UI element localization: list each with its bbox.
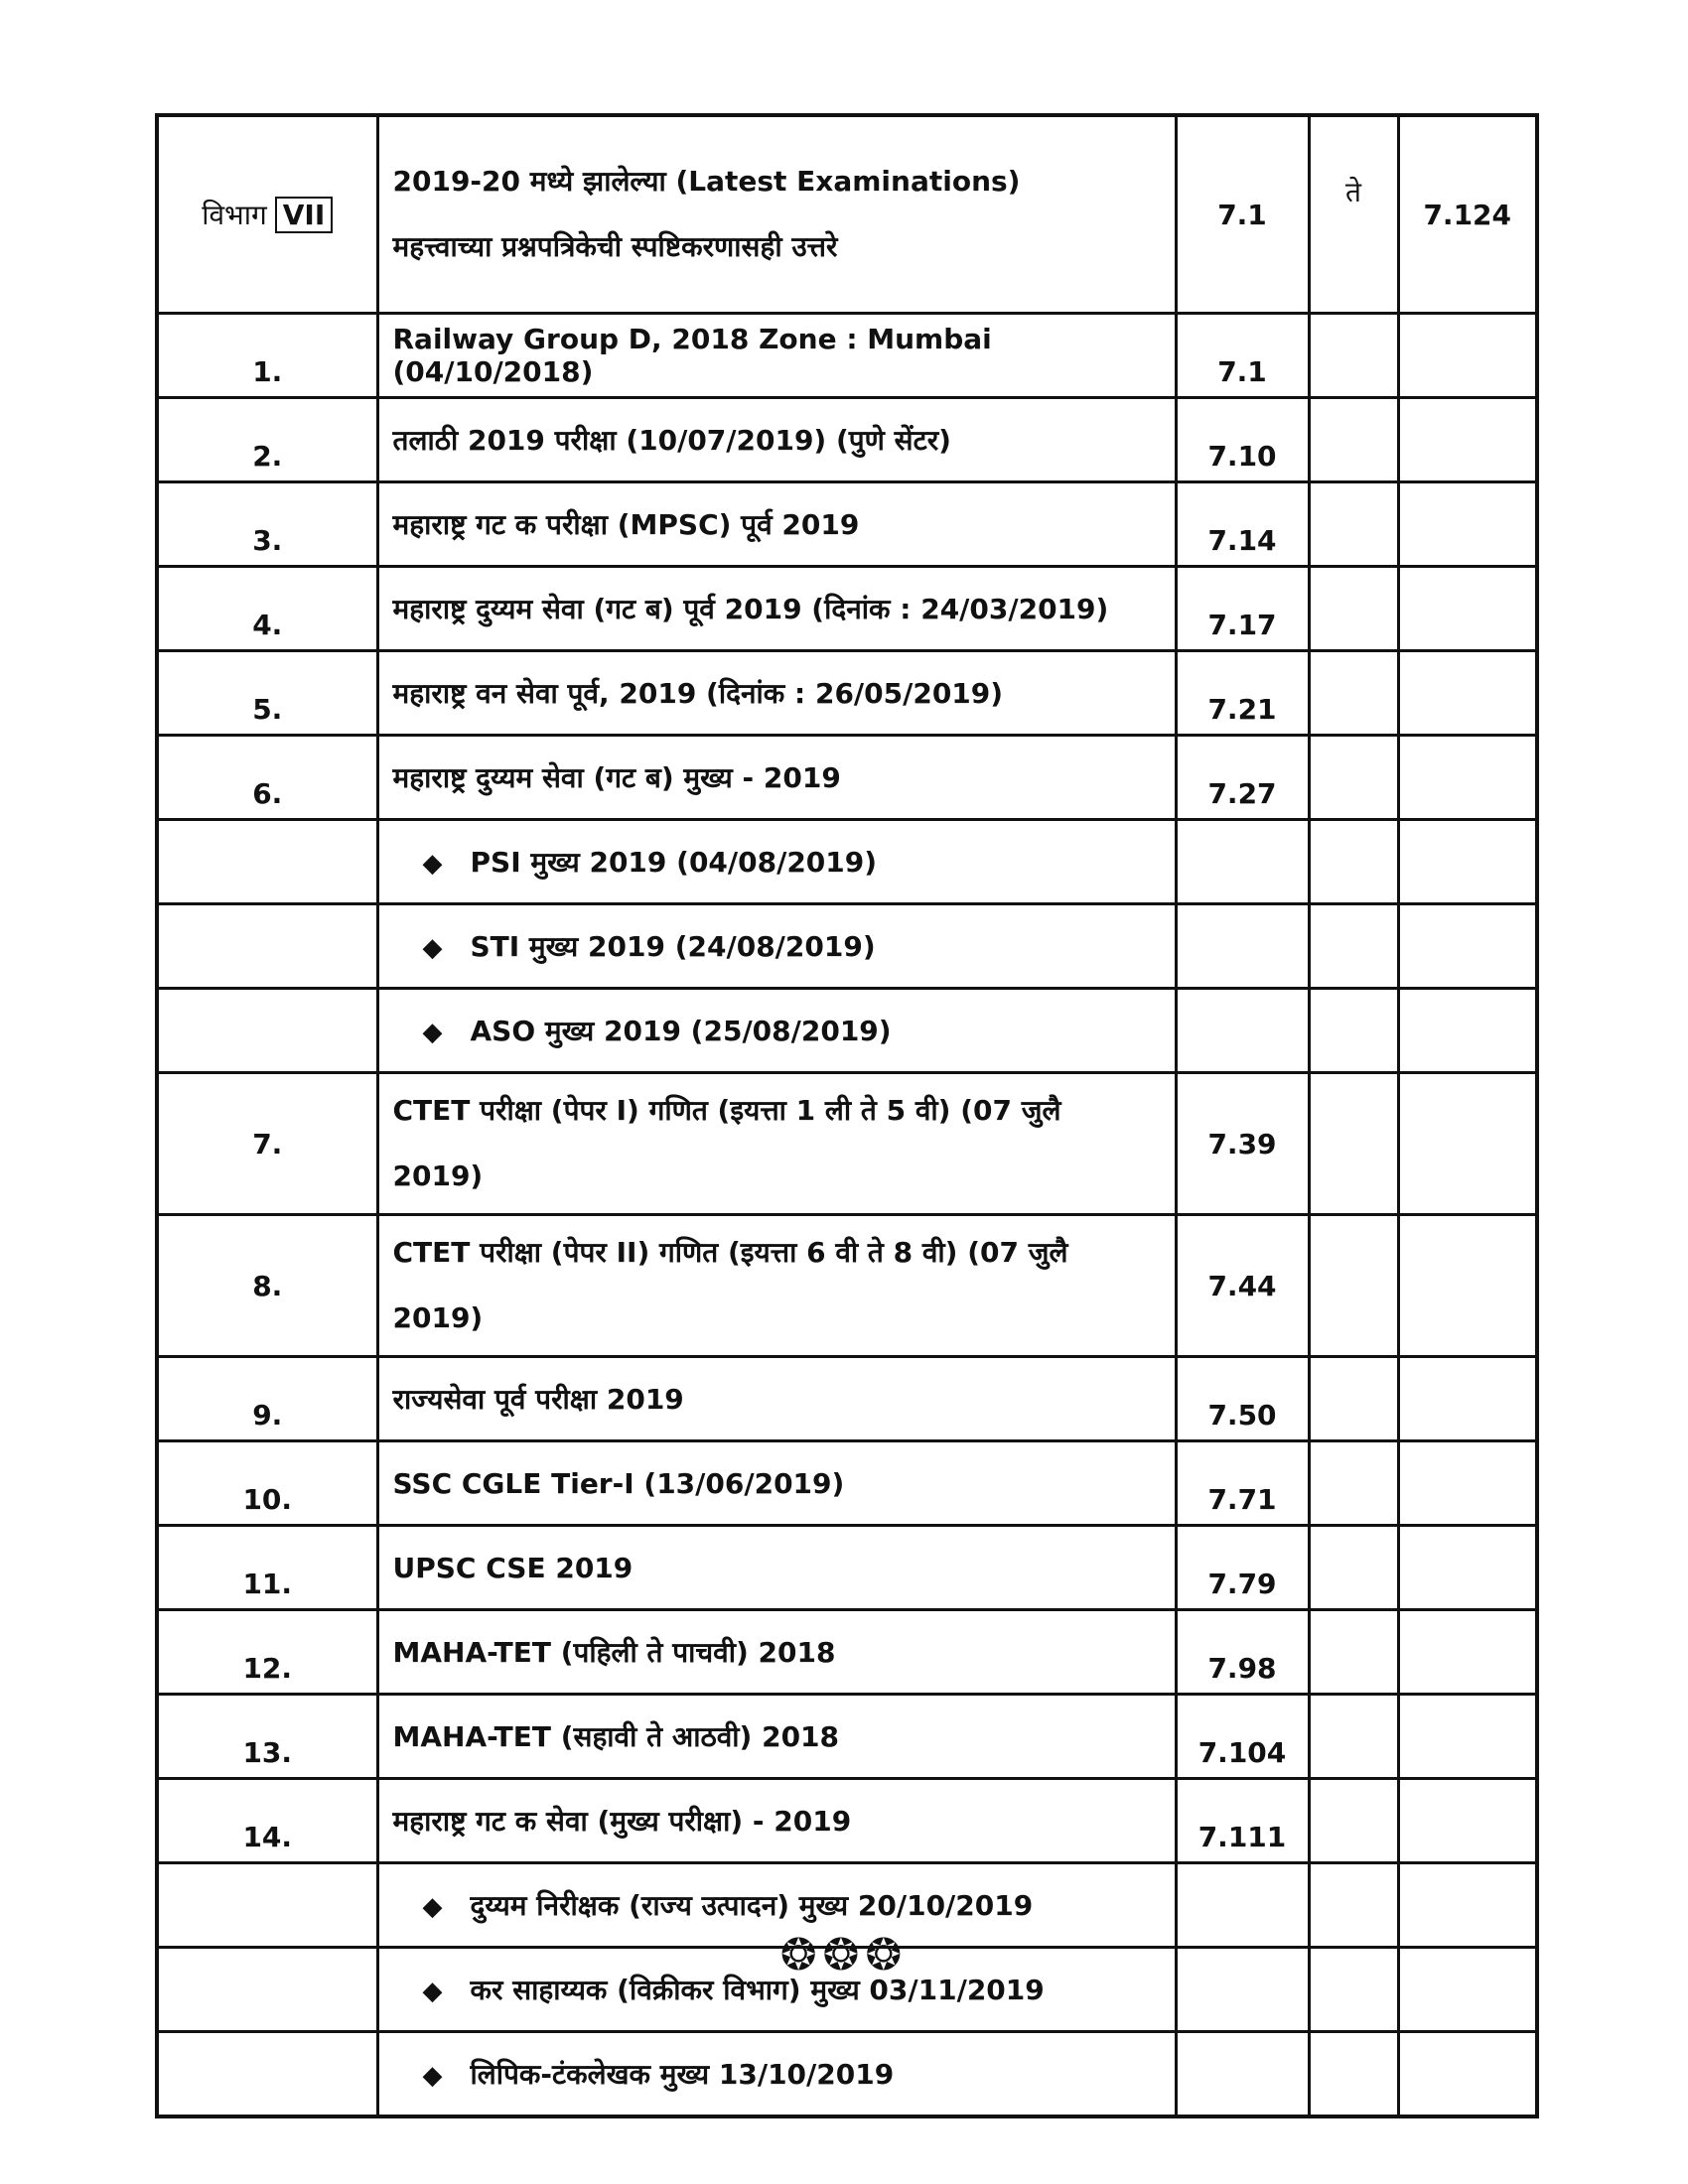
table-row (157, 989, 1537, 1073)
entry-page: 7.79 (1176, 1526, 1309, 1610)
entry-page (1176, 989, 1309, 1073)
empty-cell (1398, 314, 1537, 398)
entry-page: 7.14 (1176, 482, 1309, 567)
entry-title-cell (377, 1610, 1176, 1695)
entry-title-cell (377, 651, 1176, 736)
table-row (157, 1215, 1537, 1357)
empty-cell (1309, 736, 1398, 820)
entry-number: 14. (157, 1779, 377, 1863)
entry-number (157, 820, 377, 904)
empty-cell (1309, 651, 1398, 736)
table-row (157, 904, 1537, 989)
entry-number: 9. (157, 1357, 377, 1441)
entry-page: 7.111 (1176, 1779, 1309, 1863)
entry-title: Railway Group D, 2018 Zone : Mumbai (04/10/2018) (392, 323, 992, 388)
entry-title: SSC CGLE Tier-I (13/06/2019) (392, 1466, 845, 1500)
table-row (157, 736, 1537, 820)
empty-cell (1398, 904, 1537, 989)
table-row (157, 1779, 1537, 1863)
empty-cell (1309, 482, 1398, 567)
section-page-end: 7.124 (1398, 115, 1537, 314)
sub-entry-title-cell (377, 2032, 1176, 2117)
empty-cell (1309, 904, 1398, 989)
entry-number (157, 904, 377, 989)
table-row (157, 482, 1537, 567)
table-row (157, 2032, 1537, 2117)
section-to-word: ते (1309, 115, 1398, 314)
empty-cell (1309, 989, 1398, 1073)
empty-cell (1398, 1526, 1537, 1610)
entry-title-cell (377, 736, 1176, 820)
empty-cell (1309, 1441, 1398, 1526)
entry-page: 7.71 (1176, 1441, 1309, 1526)
entry-number: 1. (157, 314, 377, 398)
empty-cell (1398, 651, 1537, 736)
empty-cell (1309, 1779, 1398, 1863)
empty-cell (1398, 1073, 1537, 1215)
diamond-bullet-icon: ◆ (422, 933, 443, 963)
sub-entry-title-cell (377, 989, 1176, 1073)
diamond-bullet-icon: ◆ (422, 1892, 443, 1922)
entry-number: 4. (157, 567, 377, 651)
section-header-row (157, 115, 1537, 314)
entry-title: कर साहाय्यक (विक्रीकर विभाग) मुख्य 03/11/2019 (470, 1974, 1045, 2006)
entry-page: 7.39 (1176, 1073, 1309, 1215)
table-row (157, 314, 1537, 398)
entry-number: 11. (157, 1526, 377, 1610)
sub-entry-title-cell (377, 904, 1176, 989)
empty-cell (1309, 398, 1398, 482)
entry-page: 7.44 (1176, 1215, 1309, 1357)
entry-title-cell (377, 567, 1176, 651)
entry-title: महाराष्ट्र वन सेवा पूर्व, 2019 (दिनांक : 26/05/2019) (392, 677, 1004, 710)
empty-cell (1309, 1357, 1398, 1441)
table-row (157, 1357, 1537, 1441)
empty-cell (1398, 1441, 1537, 1526)
diamond-bullet-icon: ◆ (422, 1018, 443, 1047)
empty-cell (1398, 989, 1537, 1073)
empty-cell (1309, 567, 1398, 651)
entry-number: 8. (157, 1215, 377, 1357)
entry-page (1176, 820, 1309, 904)
section-title-cell (377, 115, 1176, 314)
entry-title: महाराष्ट्र गट क सेवा (मुख्य परीक्षा) - 2019 (392, 1805, 852, 1838)
entry-number: 10. (157, 1441, 377, 1526)
empty-cell (1398, 820, 1537, 904)
table-row (157, 1526, 1537, 1610)
entry-page: 7.98 (1176, 1610, 1309, 1695)
entry-title-cell (377, 1779, 1176, 1863)
empty-cell (1309, 1526, 1398, 1610)
empty-cell (1398, 1357, 1537, 1441)
entry-title: STI मुख्य 2019 (24/08/2019) (470, 930, 876, 963)
entry-title: PSI मुख्य 2019 (04/08/2019) (470, 846, 878, 879)
entry-number: 12. (157, 1610, 377, 1695)
empty-cell (1309, 2032, 1398, 2117)
empty-cell (1398, 567, 1537, 651)
entry-title: महाराष्ट्र दुय्यम सेवा (गट ब) मुख्य - 2019 (392, 761, 841, 794)
entry-page: 7.1 (1176, 314, 1309, 398)
section-label-cell (157, 115, 377, 314)
entry-title: दुय्यम निरीक्षक (राज्य उत्पादन) मुख्य 20/10/2019 (470, 1889, 1034, 1922)
entry-page: 7.10 (1176, 398, 1309, 482)
entry-page: 7.17 (1176, 567, 1309, 651)
empty-cell (1398, 1779, 1537, 1863)
entry-number: 3. (157, 482, 377, 567)
entry-title-cell (377, 314, 1176, 398)
entry-page (1176, 904, 1309, 989)
entry-title: तलाठी 2019 परीक्षा (10/07/2019) (पुणे सेंटर) (392, 424, 951, 457)
entry-page: 7.27 (1176, 736, 1309, 820)
entry-number (157, 2032, 377, 2117)
table-row (157, 398, 1537, 482)
entry-title: महाराष्ट्र गट क परीक्षा (MPSC) पूर्व 2019 (392, 508, 860, 541)
entry-title-cell (377, 1357, 1176, 1441)
table-row (157, 651, 1537, 736)
empty-cell (1309, 1073, 1398, 1215)
entry-title-cell (377, 482, 1176, 567)
diamond-bullet-icon: ◆ (422, 2061, 443, 2091)
empty-cell (1398, 398, 1537, 482)
entry-title-cell (377, 1441, 1176, 1526)
table-row (157, 567, 1537, 651)
entry-title-cell (377, 398, 1176, 482)
empty-cell (1309, 314, 1398, 398)
table-row (157, 1073, 1537, 1215)
table-row (157, 1441, 1537, 1526)
section-number-badge: VII (275, 197, 334, 233)
entry-title: महाराष्ट्र दुय्यम सेवा (गट ब) पूर्व 2019 (दिनांक : 24/03/2019) (392, 593, 1109, 625)
entry-title: राज्यसेवा पूर्व परीक्षा 2019 (392, 1383, 684, 1416)
empty-cell (1398, 2032, 1537, 2117)
diamond-bullet-icon: ◆ (422, 849, 443, 879)
footer-ornament: ❂❂❂ (779, 1930, 909, 1980)
entry-title: MAHA-TET (सहावी ते आठवी) 2018 (392, 1720, 840, 1753)
entry-title: MAHA-TET (पहिली ते पाचवी) 2018 (392, 1636, 836, 1669)
empty-cell (1309, 820, 1398, 904)
entry-number: 2. (157, 398, 377, 482)
entry-title: लिपिक-टंकलेखक मुख्य 13/10/2019 (470, 2058, 895, 2091)
entry-title: ASO मुख्य 2019 (25/08/2019) (470, 1015, 892, 1047)
entry-number: 6. (157, 736, 377, 820)
empty-cell (1309, 1215, 1398, 1357)
section-page-start: 7.1 (1176, 115, 1309, 314)
empty-cell (1398, 482, 1537, 567)
table-row (157, 1610, 1537, 1695)
entry-title-cell (377, 1073, 1176, 1215)
empty-cell (1398, 1610, 1537, 1695)
section-label: विभाग (202, 199, 267, 231)
table-row (157, 820, 1537, 904)
empty-cell (1398, 1215, 1537, 1357)
entry-title-cell (377, 1215, 1176, 1357)
empty-cell (1398, 736, 1537, 820)
entry-number: 7. (157, 1073, 377, 1215)
entry-page: 7.104 (1176, 1695, 1309, 1779)
sub-entry-title-cell (377, 820, 1176, 904)
entry-title: UPSC CSE 2019 (392, 1551, 633, 1584)
entry-page (1176, 2032, 1309, 2117)
contents-table (155, 113, 1539, 2118)
entry-number (157, 989, 377, 1073)
table-row (157, 1695, 1537, 1779)
entry-title: CTET परीक्षा (पेपर I) गणित (इयत्ता 1 ली ते 5 वी) (07 जुलै 2019) (392, 1094, 1061, 1192)
empty-cell (1398, 1695, 1537, 1779)
section-title-line1: 2019-20 मध्ये झालेल्या (Latest Examinations) (392, 165, 1021, 198)
entry-title: CTET परीक्षा (पेपर II) गणित (इयत्ता 6 वी ते 8 वी) (07 जुलै 2019) (392, 1236, 1068, 1334)
entry-page: 7.50 (1176, 1357, 1309, 1441)
entry-title-cell (377, 1526, 1176, 1610)
entry-number: 13. (157, 1695, 377, 1779)
diamond-bullet-icon: ◆ (422, 1977, 443, 2006)
section-title-line2: महत्त्वाच्या प्रश्नपत्रिकेची स्पष्टिकरणासही उत्तरे (392, 230, 838, 263)
entry-number: 5. (157, 651, 377, 736)
empty-cell (1309, 1695, 1398, 1779)
empty-cell (1309, 1610, 1398, 1695)
entry-page: 7.21 (1176, 651, 1309, 736)
entry-title-cell (377, 1695, 1176, 1779)
